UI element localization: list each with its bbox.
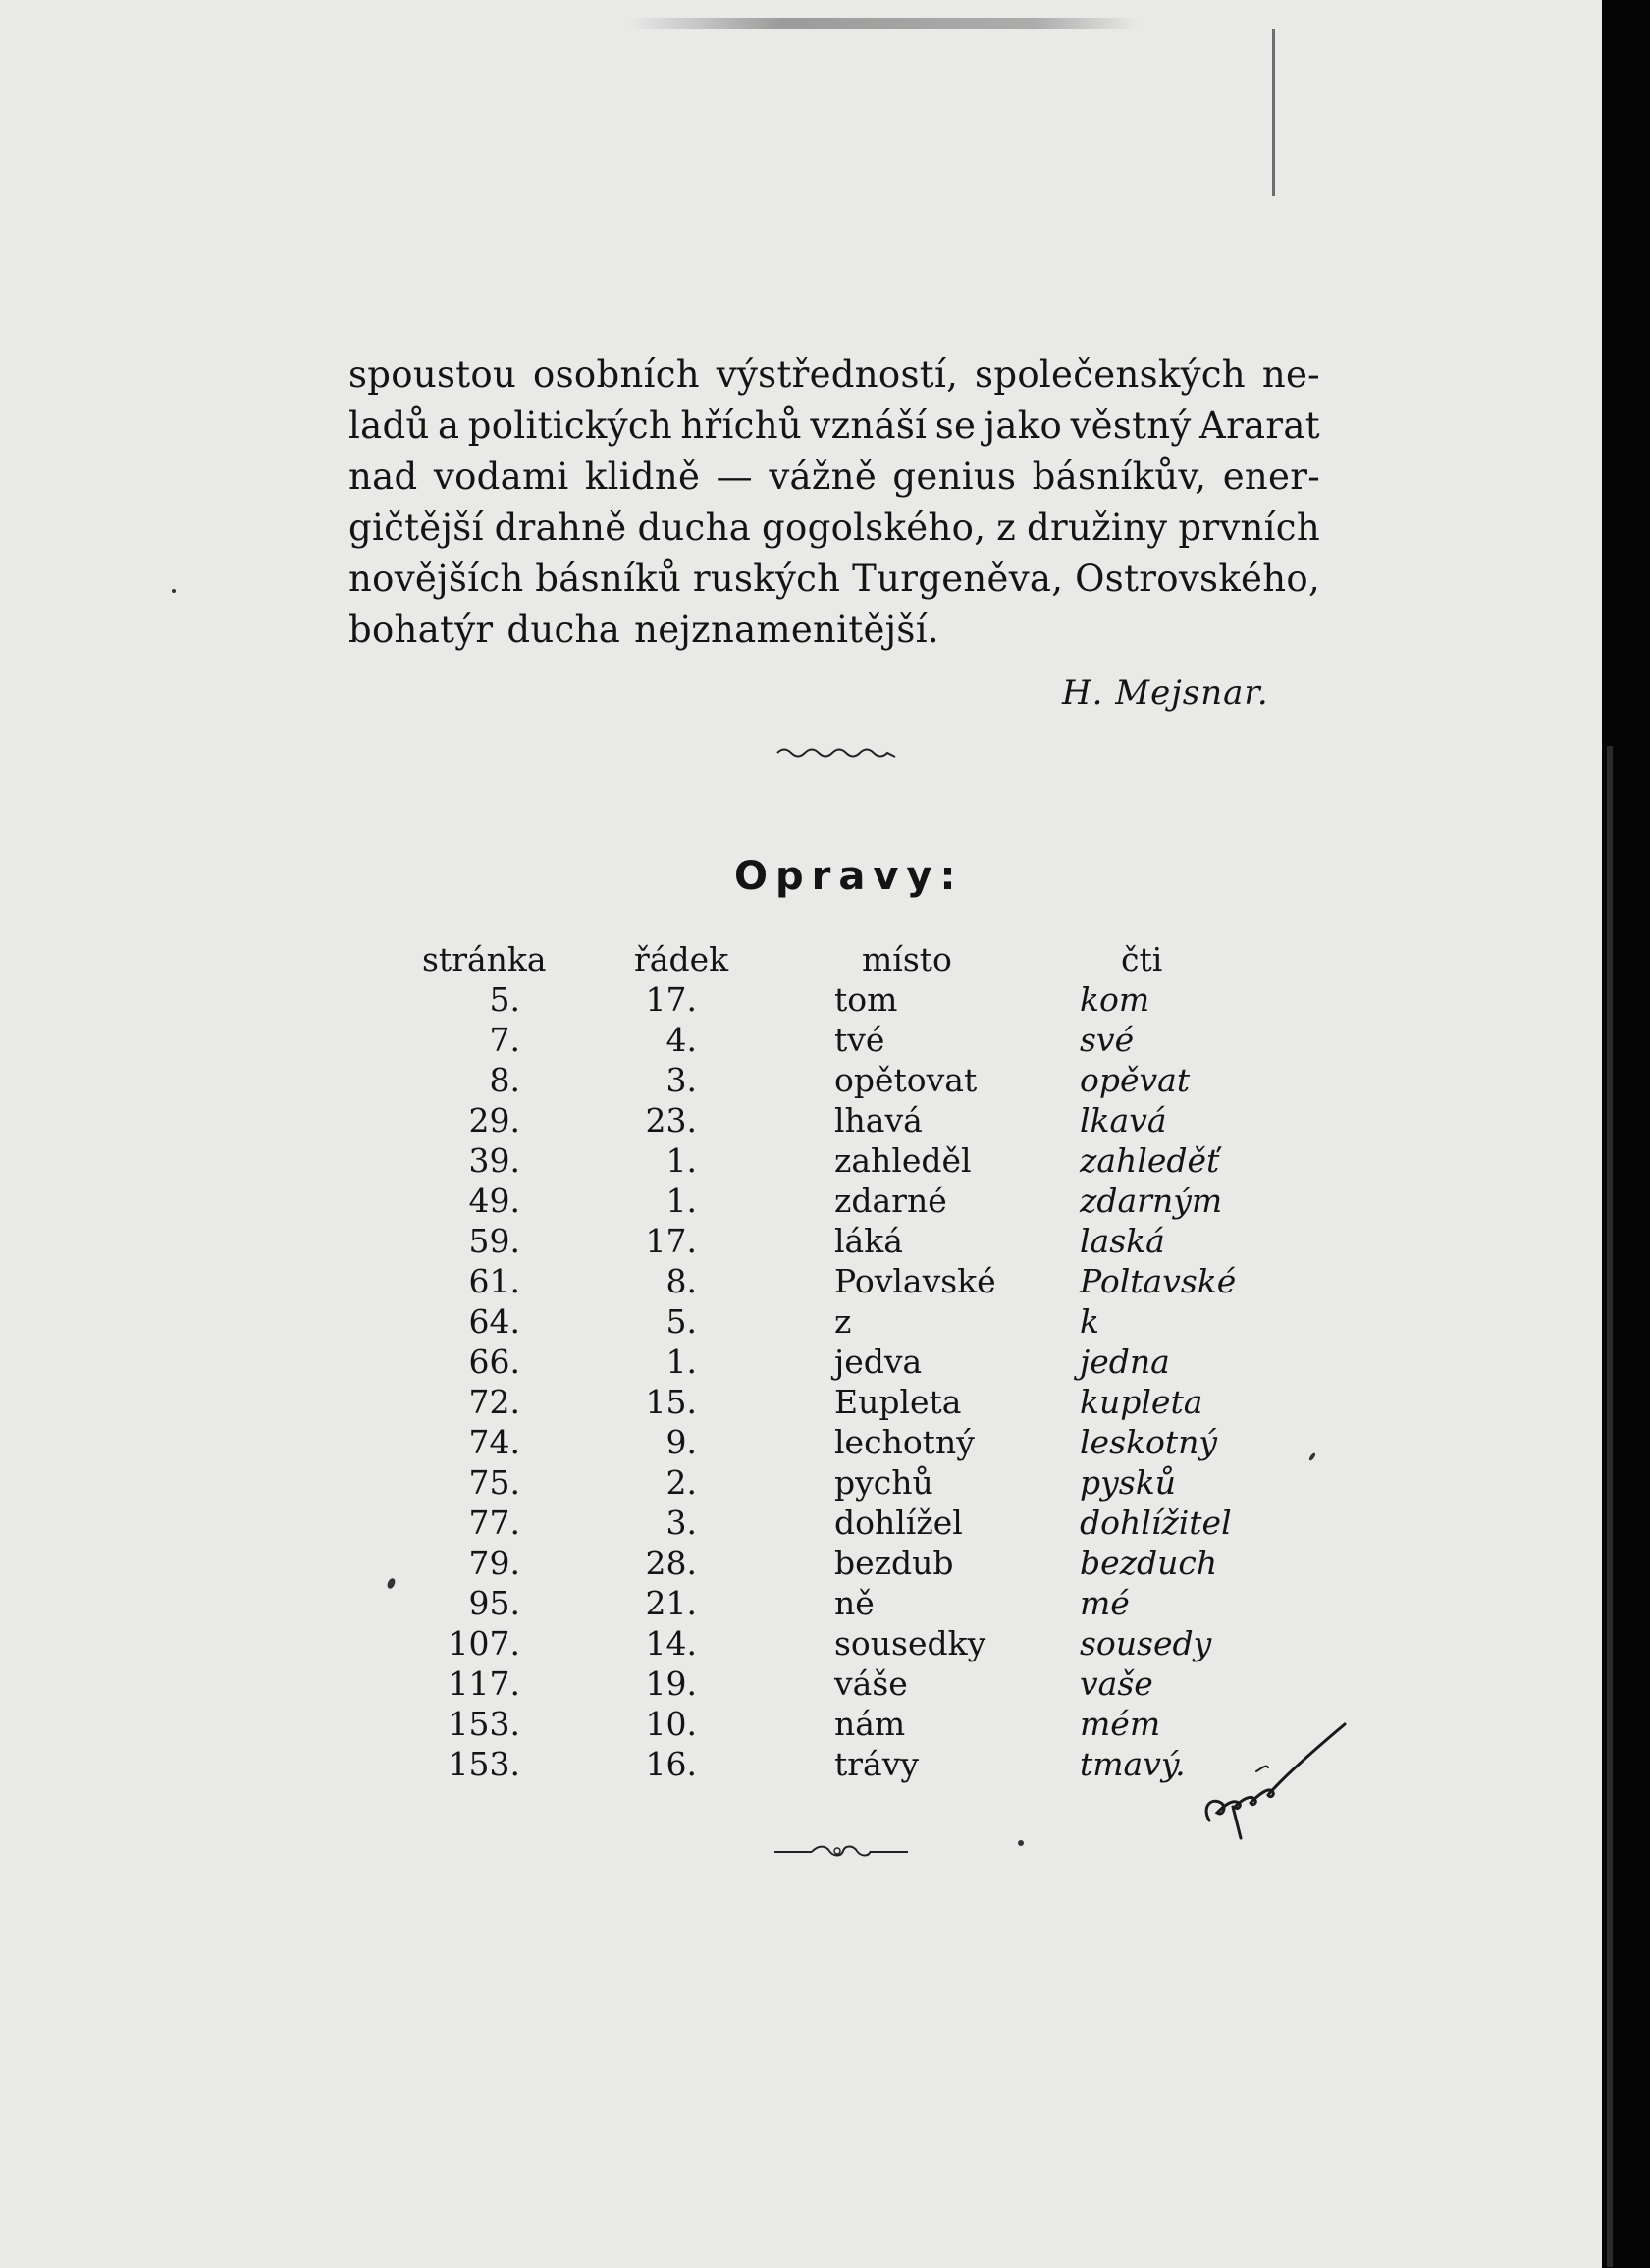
- errata-page-number: 74.: [468, 1423, 520, 1461]
- word: ladů: [348, 404, 430, 447]
- word: klidně: [584, 455, 701, 498]
- word: Turgeněva,: [852, 557, 1064, 600]
- errata-line-number: 21.: [645, 1584, 697, 1622]
- errata-correct-text: Poltavské: [1080, 1262, 1237, 1300]
- body-paragraph: [348, 349, 1320, 656]
- text-line: [348, 400, 1320, 451]
- errata-correct-text: sousedy: [1080, 1624, 1212, 1662]
- word: politických: [467, 404, 673, 447]
- errata-line-number: 19.: [645, 1664, 697, 1703]
- author-signature-line: H. Mejsnar.: [1062, 673, 1269, 712]
- scan-smudge: [628, 18, 1139, 29]
- errata-correct-text: mé: [1080, 1584, 1130, 1622]
- errata-page-number: 117.: [448, 1664, 520, 1703]
- errata-page-number: 39.: [468, 1141, 520, 1180]
- word: ducha: [637, 506, 752, 549]
- ink-speck: [172, 589, 176, 593]
- word: gogolského,: [762, 506, 986, 549]
- errata-wrong-text: váše: [834, 1664, 908, 1703]
- errata-correct-text: bezduch: [1080, 1544, 1218, 1582]
- errata-page-number: 8.: [489, 1061, 520, 1099]
- errata-page-number: 95.: [468, 1584, 520, 1622]
- errata-correct-text: kupleta: [1080, 1383, 1203, 1421]
- text-line: [348, 349, 1320, 400]
- word: Ostrovského,: [1075, 557, 1320, 600]
- page-edge-line: [1607, 746, 1613, 2267]
- errata-wrong-text: zahleděl: [834, 1141, 972, 1180]
- errata-correct-text: zdarným: [1080, 1182, 1223, 1220]
- errata-line-number: 28.: [645, 1544, 697, 1582]
- errata-wrong-text: ně: [834, 1584, 875, 1622]
- word: Ararat: [1199, 404, 1320, 447]
- errata-line-number: 5.: [665, 1302, 697, 1341]
- ink-speck: [1308, 1452, 1316, 1462]
- errata-page-number: 72.: [468, 1383, 520, 1421]
- errata-page-number: 75.: [468, 1463, 520, 1502]
- errata-correct-text: jedna: [1080, 1343, 1170, 1381]
- errata-line-number: 3.: [665, 1061, 697, 1099]
- errata-line-number: 17.: [645, 980, 697, 1019]
- word: spoustou: [348, 353, 517, 396]
- word: vznáší: [810, 404, 928, 447]
- errata-correct-text: mém: [1080, 1705, 1161, 1743]
- word: osobních: [533, 353, 700, 396]
- errata-correct-text: své: [1080, 1021, 1135, 1059]
- word: —: [716, 455, 753, 498]
- word: genius: [892, 455, 1017, 498]
- errata-line-number: 10.: [645, 1705, 697, 1743]
- word: společenských: [975, 353, 1246, 396]
- errata-correct-text: dohlížitel: [1080, 1503, 1232, 1542]
- errata-wrong-text: láká: [834, 1222, 903, 1260]
- errata-page-number: 79.: [468, 1544, 520, 1582]
- word: ducha: [506, 608, 621, 651]
- errata-wrong-text: Eupleta: [834, 1383, 962, 1421]
- errata-line-number: 8.: [665, 1262, 697, 1300]
- errata-line-number: 1.: [665, 1343, 697, 1381]
- errata-wrong-text: lechotný: [834, 1423, 975, 1461]
- errata-correct-text: k: [1080, 1302, 1099, 1341]
- word: prvních: [1178, 506, 1320, 549]
- word: nad: [348, 455, 418, 498]
- errata-wrong-text: jedva: [834, 1343, 923, 1381]
- errata-wrong-text: z: [834, 1302, 852, 1341]
- errata-line-number: 14.: [645, 1624, 697, 1662]
- errata-wrong-text: trávy: [834, 1745, 919, 1783]
- word: hříchů: [680, 404, 802, 447]
- wave-ornament-divider: [775, 744, 898, 762]
- errata-page-number: 107.: [448, 1624, 520, 1662]
- errata-page-number: 77.: [468, 1503, 520, 1542]
- errata-wrong-text: dohlížel: [834, 1503, 963, 1542]
- errata-line-number: 9.: [665, 1423, 697, 1461]
- word: vodami: [433, 455, 569, 498]
- text-line: [348, 451, 1320, 502]
- word: jako: [984, 404, 1063, 447]
- errata-correct-text: vaše: [1080, 1664, 1153, 1703]
- word: a: [438, 404, 460, 447]
- word: ruských: [692, 557, 841, 600]
- errata-page-number: 29.: [468, 1101, 520, 1139]
- errata-correct-text: pysků: [1080, 1463, 1176, 1502]
- errata-line-number: 16.: [645, 1745, 697, 1783]
- handwritten-initials-signature: [1198, 1713, 1355, 1850]
- errata-page-number: 64.: [468, 1302, 520, 1341]
- text-line: [348, 554, 1320, 605]
- errata-page-number: 59.: [468, 1222, 520, 1260]
- errata-correct-text: zahleděť: [1080, 1141, 1220, 1180]
- errata-line-number: 2.: [665, 1463, 697, 1502]
- word: ener-: [1222, 455, 1320, 498]
- errata-page-number: 153.: [448, 1745, 520, 1783]
- errata-correct-text: leskotný: [1080, 1423, 1218, 1461]
- scroll-ornament-divider: [772, 1839, 910, 1863]
- word: drahně: [494, 506, 627, 549]
- errata-page-number: 61.: [468, 1262, 520, 1300]
- errata-page-number: 153.: [448, 1705, 520, 1743]
- word: bohatýr: [348, 608, 494, 651]
- word: básníkův,: [1032, 455, 1207, 498]
- errata-page-number: 5.: [489, 980, 520, 1019]
- errata-line-number: 17.: [645, 1222, 697, 1260]
- errata-wrong-text: Povlavské: [834, 1262, 996, 1300]
- text-line: [348, 605, 1320, 656]
- word: družiny: [1027, 506, 1168, 549]
- word: se: [934, 404, 977, 447]
- errata-wrong-text: opětovat: [834, 1061, 978, 1099]
- ink-speck: [1018, 1840, 1024, 1846]
- word: básníků: [535, 557, 682, 600]
- errata-correct-text: opěvat: [1080, 1061, 1191, 1099]
- word: věstný: [1070, 404, 1192, 447]
- word: nejznamenitější.: [634, 608, 939, 651]
- errata-correct-text: laská: [1080, 1222, 1165, 1260]
- errata-wrong-text: zdarné: [834, 1182, 947, 1220]
- errata-page-number: 49.: [468, 1182, 520, 1220]
- errata-wrong-text: pychů: [834, 1463, 933, 1502]
- word: ne-: [1261, 353, 1320, 396]
- errata-wrong-text: tvé: [834, 1021, 885, 1059]
- scan-scratch: [1272, 29, 1275, 196]
- errata-wrong-text: lhavá: [834, 1101, 923, 1139]
- errata-wrong-text: tom: [834, 980, 898, 1019]
- errata-correct-text: kom: [1080, 980, 1150, 1019]
- errata-correct-text: lkavá: [1080, 1101, 1167, 1139]
- word: z: [996, 506, 1017, 549]
- errata-line-number: 3.: [665, 1503, 697, 1542]
- word: gičtější: [348, 506, 484, 549]
- errata-line-number: 15.: [645, 1383, 697, 1421]
- errata-wrong-text: nám: [834, 1705, 906, 1743]
- errata-line-number: 1.: [665, 1182, 697, 1220]
- errata-title: Opravy:: [734, 854, 964, 899]
- word: novějších: [348, 557, 524, 600]
- errata-wrong-text: bezdub: [834, 1544, 954, 1582]
- errata-line-number: 23.: [645, 1101, 697, 1139]
- errata-line-number: 4.: [665, 1021, 697, 1059]
- errata-line-number: 1.: [665, 1141, 697, 1180]
- header-line: řádek: [634, 940, 729, 978]
- ink-speck: [386, 1577, 397, 1590]
- text-line: [348, 502, 1320, 554]
- errata-page-number: 7.: [489, 1021, 520, 1059]
- errata-page-number: 66.: [468, 1343, 520, 1381]
- header-place: místo: [862, 940, 952, 978]
- word: vážně: [769, 455, 878, 498]
- header-page: stránka: [422, 940, 547, 978]
- errata-correct-text: tmavý.: [1080, 1745, 1186, 1783]
- header-read: čti: [1121, 940, 1163, 978]
- word: výstředností,: [716, 353, 959, 396]
- errata-wrong-text: sousedky: [834, 1624, 986, 1662]
